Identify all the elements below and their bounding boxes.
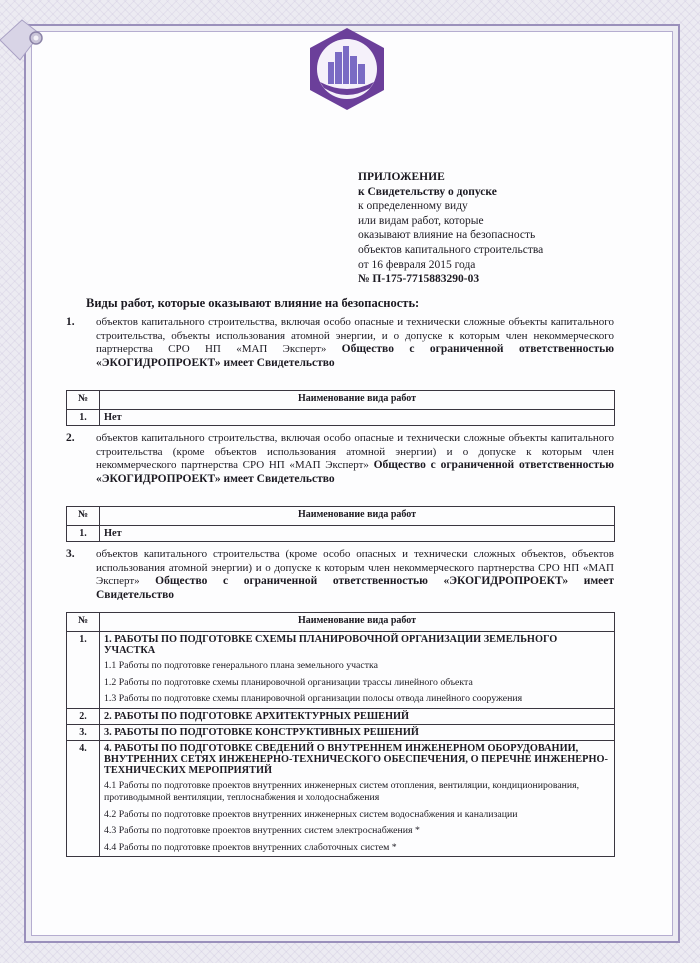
section-text: объектов капитального строительства, включая особо опасные и технически сложные объекты капитального строительства (кроме объектов использования атомной энергии) и о допуске к которым член некоммерческого партнерства СРО НП «МАП Эксперт» — [96, 432, 614, 472]
section-bold-text: Общество с ограниченной ответственностью «ЭКОГИДРОПРОЕКТ» имеет Свидетельство — [96, 343, 614, 369]
section-bold-text: Общество с ограниченной ответственностью «ЭКОГИДРОПРОЕКТ» имеет Свидетельство — [96, 459, 615, 485]
appendix-line: к определенному виду — [358, 200, 468, 213]
row-name: Нет — [100, 526, 615, 542]
row-num: 1. — [67, 410, 100, 426]
work-types-heading: Виды работ, которые оказывают влияние на безопасность: — [86, 296, 420, 310]
row-name: 3. РАБОТЫ ПО ПОДГОТОВКЕ КОНСТРУКТИВНЫХ РЕШЕНИЙ — [104, 726, 419, 738]
row-name-cell — [100, 708, 615, 724]
appendix-block — [358, 170, 618, 287]
row-name: 4. РАБОТЫ ПО ПОДГОТОВКЕ СВЕДЕНИЙ О ВНУТРЕННЕМ ИНЖЕНЕРНОМ ОБОРУДОВАНИИ, ВНУТРЕННИХ СЕТЯХ ИНЖЕНЕРНО-ТЕХНИЧЕСКОГО ОБЕСПЕЧЕНИЯ, О ПЕРЕЧНЕ ИНЖЕНЕРНО-ТЕХНИЧЕСКИХ МЕРОПРИЯТИЙ — [104, 742, 608, 776]
col-num-header: № — [67, 391, 100, 410]
appendix-line: объектов капитального строительства — [358, 243, 544, 256]
sub-work-item: 1.2 Работы по подготовке схемы планировочной организации трассы линейного объекта — [104, 676, 473, 688]
section-text: объектов капитального строительства (кроме особо опасных и технически сложных объектов, объектов использования атомной энергии) и о допуске к которым член некоммерческого партнерства СРО НП «МАП Эксперт» — [96, 548, 614, 588]
sub-work-item: 4.3 Работы по подготовке проектов внутренних систем электроснабжения * — [104, 825, 420, 836]
row-num: 3. — [67, 724, 100, 740]
table-row — [67, 632, 615, 709]
row-name-cell — [100, 632, 615, 709]
row-num: 1. — [67, 526, 100, 542]
section-number: 1. — [66, 316, 75, 328]
appendix-line: оказывают влияние на безопасность — [358, 229, 536, 242]
section-1 — [66, 316, 614, 370]
section-2 — [66, 432, 614, 486]
table-row — [67, 740, 615, 857]
table-row — [67, 708, 615, 724]
sub-work-item: 1.1 Работы по подготовке генерального плана земельного участка — [104, 660, 378, 671]
row-name: Нет — [100, 410, 615, 426]
col-num-header: № — [67, 613, 100, 632]
col-num-header: № — [67, 507, 100, 526]
appendix-line: ПРИЛОЖЕНИЕ — [358, 171, 445, 183]
sub-work-item: 4.2 Работы по подготовке проектов внутренних инженерных систем водоснабжения и канализации — [104, 808, 518, 820]
staple-ribbon — [0, 0, 70, 70]
sub-work-item: 1.3 Работы по подготовке схемы планировочной организации полосы отвода линейного сооружения — [104, 693, 523, 704]
section-bold-text: Общество с ограниченной ответственностью «ЭКОГИДРОПРОЕКТ» имеет Свидетельство — [96, 575, 615, 601]
section-text: объектов капитального строительства, включая особо опасные и технически сложные объекты капитального строительства, объекты использования атомной энергии, и о допуске к которым член некоммерческого партнерства СРО НП «МАП Эксперт» — [96, 316, 614, 356]
work-table-2 — [66, 506, 615, 542]
appendix-line: или видам работ, которые — [358, 214, 484, 227]
row-name-cell — [100, 740, 615, 857]
row-name: 2. РАБОТЫ ПО ПОДГОТОВКЕ АРХИТЕКТУРНЫХ РЕШЕНИЙ — [104, 710, 410, 722]
table-row — [67, 724, 615, 740]
section-number: 2. — [66, 432, 75, 444]
table-row — [67, 410, 615, 426]
col-name-header: Наименование вида работ — [100, 391, 615, 410]
sro-logo — [304, 26, 390, 112]
section-3 — [66, 548, 614, 602]
appendix-line: от 16 февраля 2015 года — [358, 258, 476, 271]
col-name-header: Наименование вида работ — [100, 507, 615, 526]
row-name: 1. РАБОТЫ ПО ПОДГОТОВКЕ СХЕМЫ ПЛАНИРОВОЧНОЙ ОРГАНИЗАЦИИ ЗЕМЕЛЬНОГО УЧАСТКА — [104, 634, 558, 656]
sub-work-item: 4.4 Работы по подготовке проектов внутренних слаботочных систем * — [104, 841, 397, 853]
work-table-3 — [66, 612, 615, 857]
sub-work-item: 4.1 Работы по подготовке проектов внутренних инженерных систем отопления, вентиляции, кондиционирования, противодымной вентиляции, теплоснабжения и холодоснабжения — [104, 779, 580, 803]
appendix-line: к Свидетельству о допуске — [358, 185, 497, 198]
row-num: 1. — [67, 632, 100, 709]
row-num: 4. — [67, 740, 100, 857]
appendix-line: № П-175-7715883290-03 — [358, 273, 480, 286]
work-table-1 — [66, 390, 615, 426]
col-name-header: Наименование вида работ — [100, 613, 615, 632]
table-row — [67, 526, 615, 542]
row-num: 2. — [67, 708, 100, 724]
section-number: 3. — [66, 548, 75, 560]
row-name-cell — [100, 724, 615, 740]
